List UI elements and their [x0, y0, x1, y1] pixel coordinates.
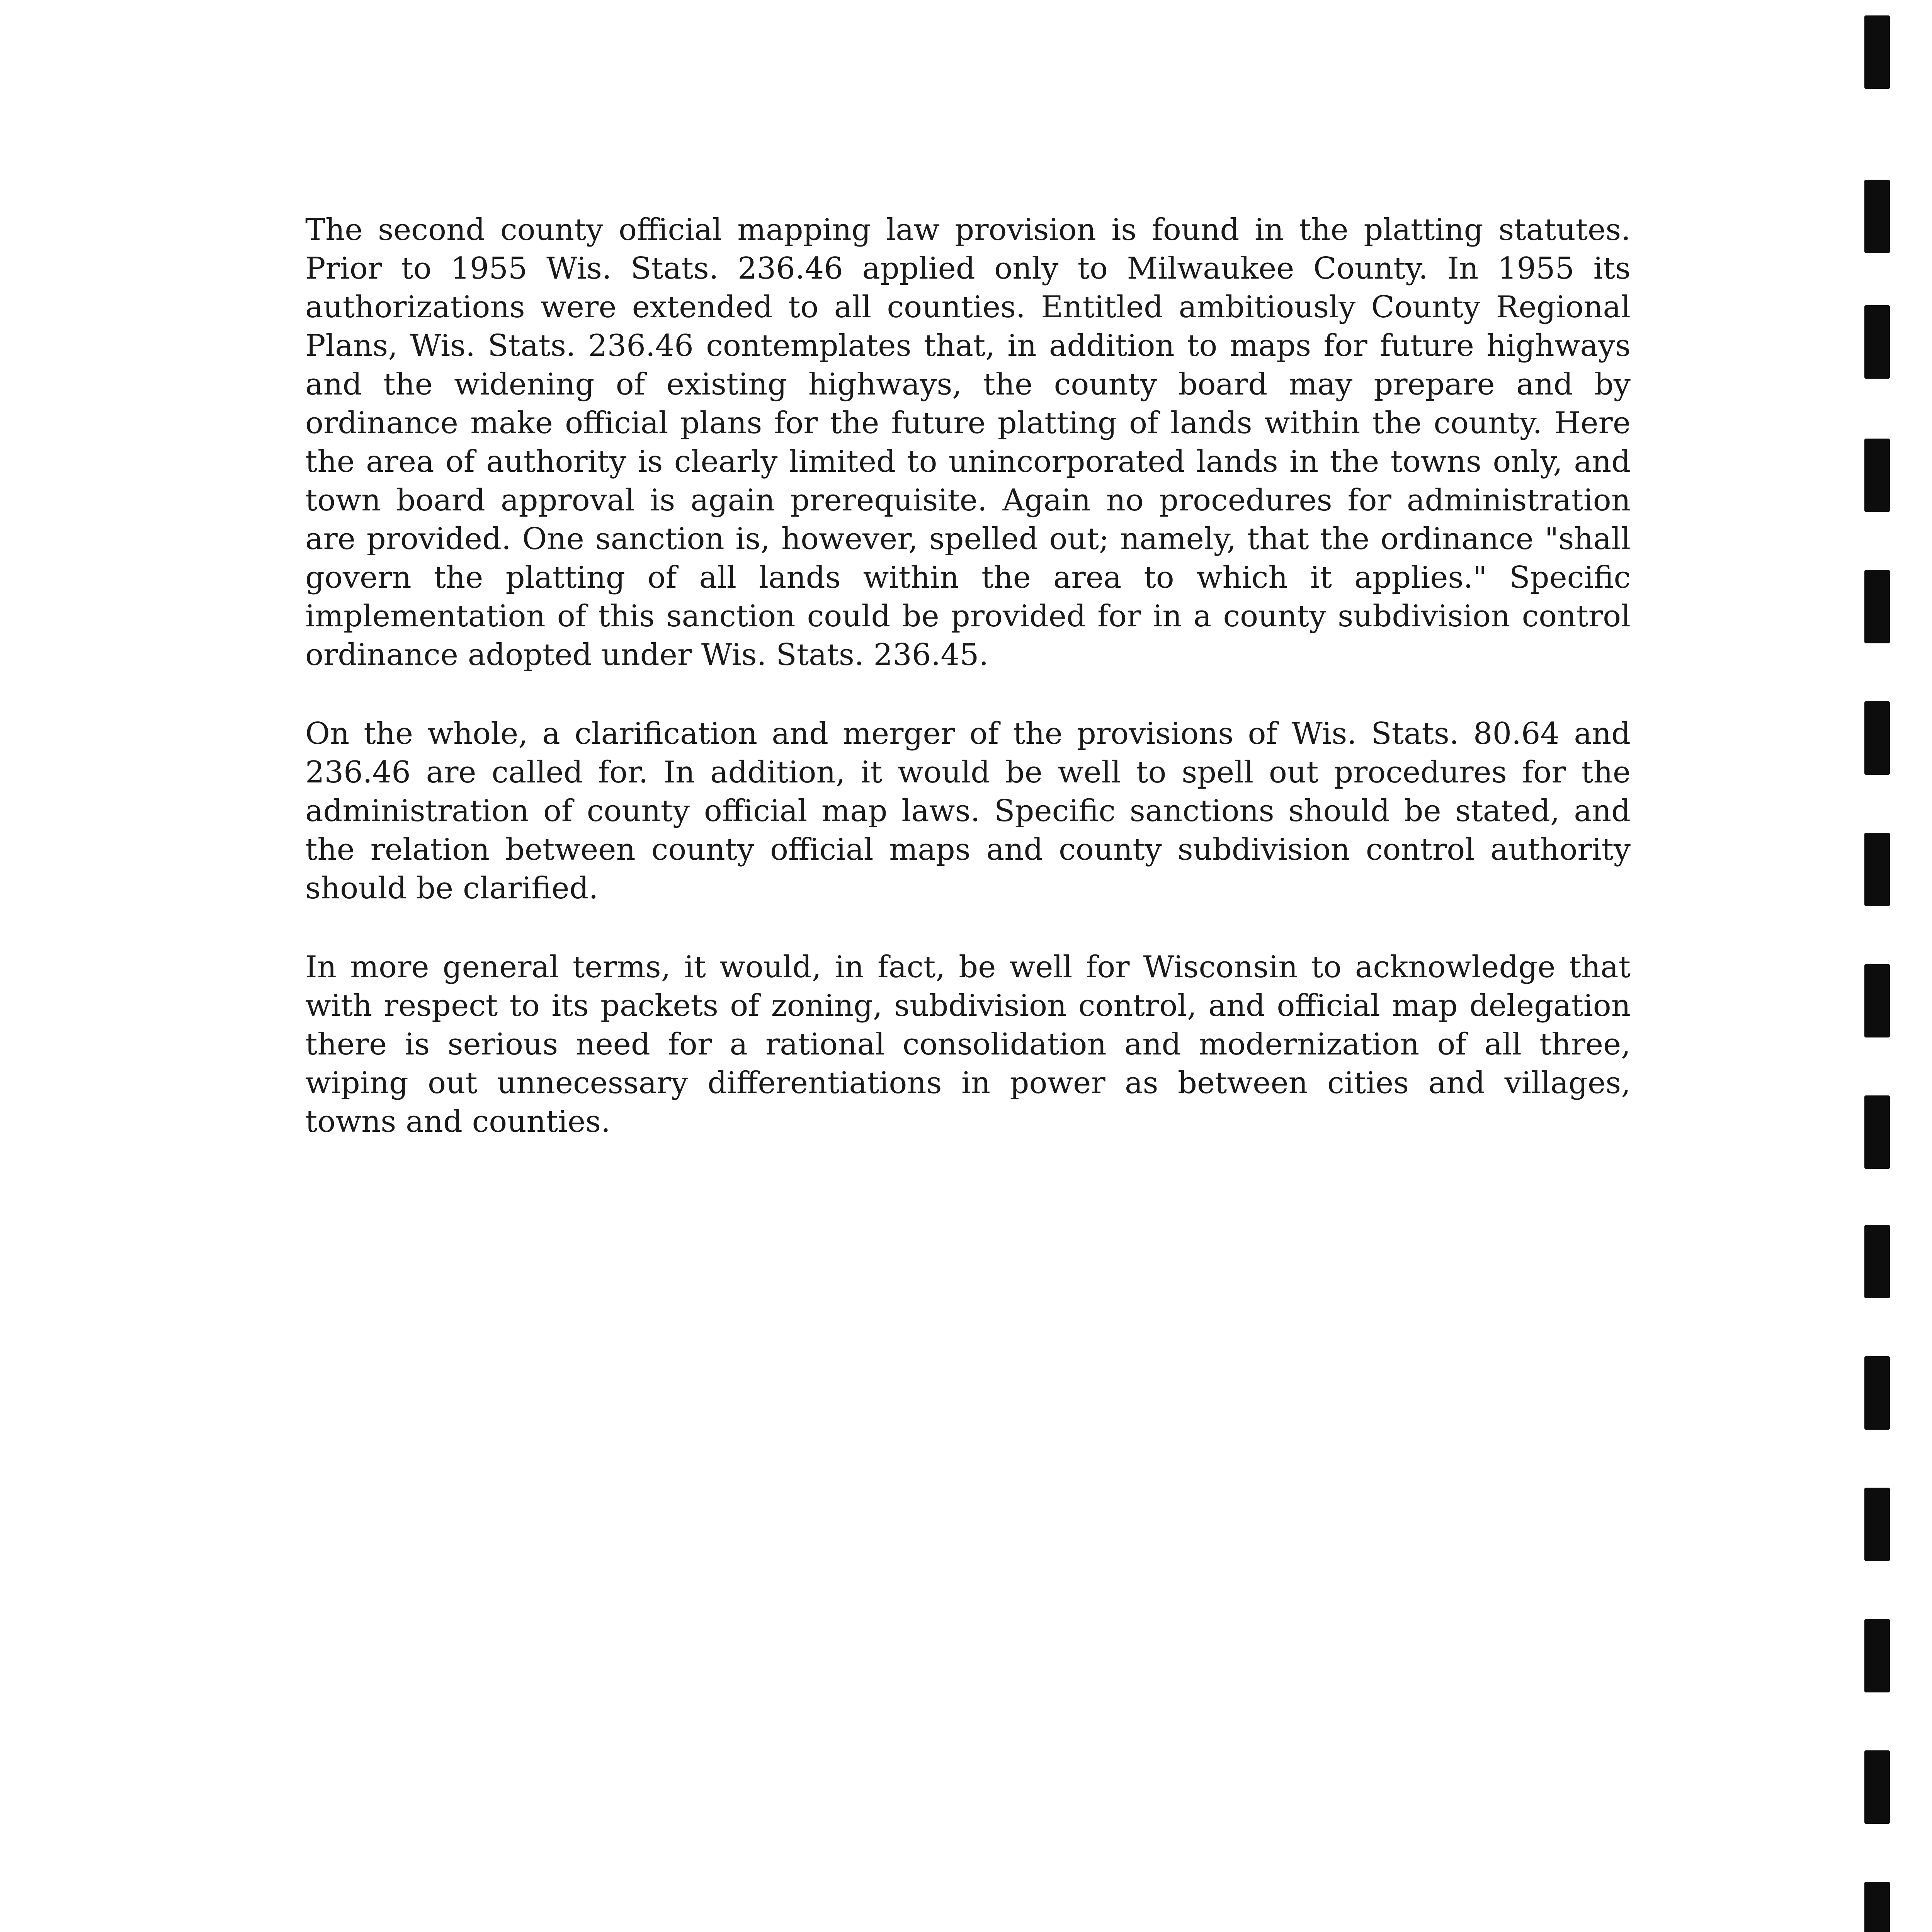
binding-mark [1864, 570, 1890, 643]
binding-mark [1864, 1619, 1890, 1692]
body-text [305, 211, 1631, 1181]
binding-mark [1864, 439, 1890, 512]
binding-mark [1864, 1882, 1890, 1932]
binding-mark [1864, 1750, 1890, 1824]
binding-mark [1864, 180, 1890, 253]
binding-mark [1864, 1356, 1890, 1430]
binding-mark [1864, 1095, 1890, 1169]
binding-mark [1864, 305, 1890, 379]
binding-mark [1864, 1225, 1890, 1298]
binding-mark [1864, 1488, 1890, 1561]
binding-holes-strip [1864, 0, 1895, 1932]
paragraph-clarification-merger: On the whole, a clarification and merger of the provisions of Wis. Stats. 80.64 and 236.46 are called for. In addition, it would be well to spell out procedures for the administration of county official map laws. Specific sanctions should be stated, and the relation between county official maps and county subdivision control authority should be clarified. [305, 716, 1631, 906]
binding-mark [1864, 964, 1890, 1037]
paragraph-county-regional-plans: The second county official mapping law provision is found in the platting statutes. Prior to 1955 Wis. Stats. 236.46 applied only to Milwaukee County. In 1955 its authorizations were extended to all counties. Entitled ambitiously County Regional Plans, Wis. Stats. 236.46 contemplates that, in addition to maps for future highways and the widening of existing highways, the county board may prepare and by ordinance make official plans for the future platting of lands within the county. Here the area of authority is clearly limited to unincorporated lands in the towns only, and town board approval is again prerequisite. Again no procedures for administration are provided. One sanction is, however, spelled out; namely, that the ordinance "shall govern the platting of all lands within the area to which it applies." Specific implementation of this sanction could be provided for in a county subdivision control ordinance adopted under Wis. Stats. 236.45. [305, 213, 1631, 672]
binding-mark [1864, 833, 1890, 906]
binding-mark [1864, 15, 1890, 89]
paragraph-general-terms: In more general terms, it would, in fact, be well for Wisconsin to acknowledge that with respect to its packets of zoning, subdivision control, and official map delegation there is serious need for a rational consolidation and modernization of all three, wiping out unnecessary differentiations in power as between cities and villages, towns and counties. [305, 950, 1631, 1139]
binding-mark [1864, 701, 1890, 775]
